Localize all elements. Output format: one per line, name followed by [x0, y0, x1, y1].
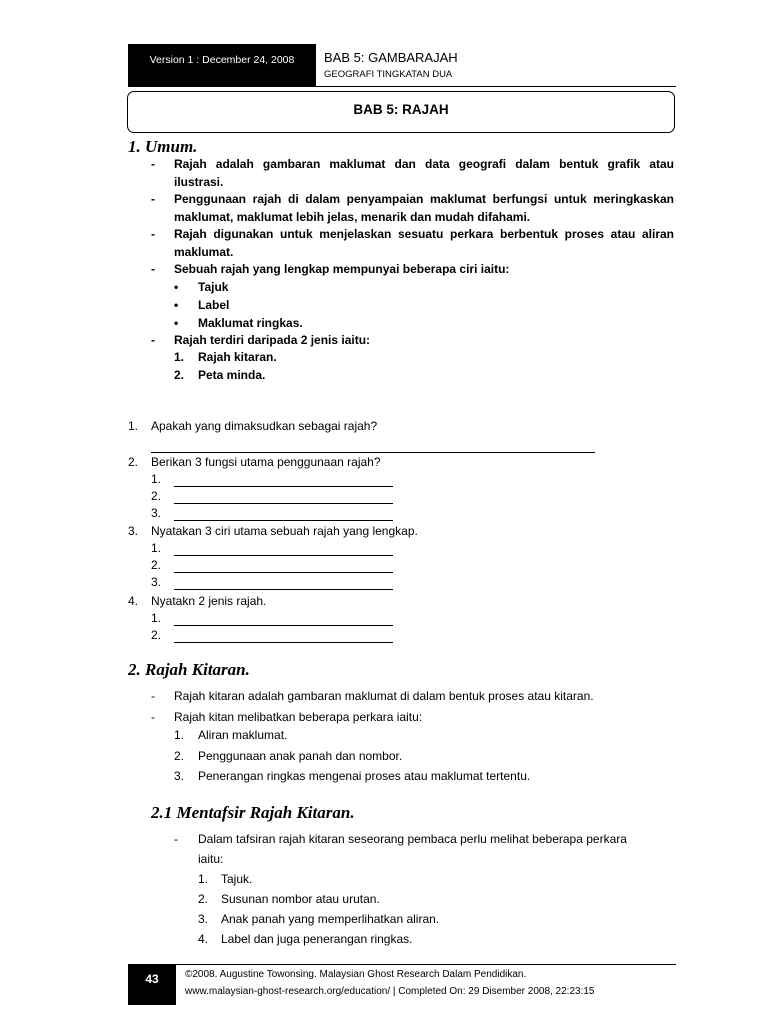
bullet-dot: •	[174, 280, 179, 294]
s1-jenis-intro: Rajah terdiri daripada 2 jenis iaitu:	[174, 333, 371, 347]
s1-bullet-2-line-2: maklumat, maklumat lebih jelas, menarik dan mudah difahami.	[174, 210, 531, 224]
header-subject: GEOGRAFI TINGKATAN DUA	[324, 69, 453, 80]
page-number: 43	[145, 972, 159, 986]
answer-num: 3.	[151, 506, 162, 520]
header-version: Version 1 : December 24, 2008	[149, 54, 295, 66]
s2-item-3: Penerangan ringkas mengenai proses atau maklumat tertentu.	[198, 769, 531, 783]
s2-item-num-3: 3.	[174, 769, 185, 783]
question-2-num: 2.	[128, 455, 139, 469]
answer-line[interactable]	[174, 477, 393, 487]
ciri-item-3: Maklumat ringkas.	[198, 316, 303, 330]
answer-line[interactable]	[174, 563, 393, 573]
answer-num: 3.	[151, 575, 162, 589]
question-1-num: 1.	[128, 419, 139, 433]
s21-bullet-line-1: Dalam tafsiran rajah kitaran seseorang pembaca perlu melihat beberapa perkara	[198, 832, 627, 846]
dash-marker: -	[151, 333, 155, 347]
bullet-dot: •	[174, 298, 179, 312]
header-chapter: BAB 5: GAMBARAJAH	[324, 50, 458, 65]
jenis-item-1: Rajah kitaran.	[198, 350, 277, 364]
answer-num: 2.	[151, 628, 162, 642]
s21-item-num-1: 1.	[198, 872, 209, 886]
s2-item-2: Penggunaan anak panah dan nombor.	[198, 749, 403, 763]
s1-bullet-4: Sebuah rajah yang lengkap mempunyai beberapa ciri iaitu:	[174, 262, 510, 276]
answer-line[interactable]	[174, 616, 393, 626]
s1-bullet-3-line-1: Rajah digunakan untuk menjelaskan sesuatu perkara berbentuk proses atau aliran	[174, 227, 674, 241]
s2-bullet-2: Rajah kitan melibatkan beberapa perkara iaitu:	[174, 710, 423, 724]
question-2-text: Berikan 3 fungsi utama penggunaan rajah?	[151, 455, 381, 469]
dash-marker: -	[151, 689, 155, 703]
jenis-num-2: 2.	[174, 368, 185, 382]
answer-line[interactable]	[174, 580, 393, 590]
answer-num: 2.	[151, 489, 162, 503]
page-title: BAB 5: RAJAH	[353, 102, 449, 117]
s1-bullet-1-line-1: Rajah adalah gambaran maklumat dan data geografi dalam bentuk grafik atau	[174, 157, 674, 171]
s21-item-3: Anak panah yang memperlihatkan aliran.	[221, 912, 440, 926]
question-4-num: 4.	[128, 594, 139, 608]
bullet-dot: •	[174, 316, 179, 330]
footer-url-line[interactable]: www.malaysian-ghost-research.org/education/ | Completed On: 29 Disember 2008, 22:23:15	[185, 986, 595, 997]
answer-num: 1.	[151, 541, 162, 555]
section-1-heading: 1. Umum.	[128, 137, 198, 156]
s21-item-1: Tajuk.	[221, 872, 253, 886]
question-3-text: Nyatakan 3 ciri utama sebuah rajah yang lengkap.	[151, 524, 418, 538]
s21-item-num-4: 4.	[198, 932, 209, 946]
answer-num: 1.	[151, 611, 162, 625]
answer-num: 1.	[151, 472, 162, 486]
question-4-text: Nyatakn 2 jenis rajah.	[151, 594, 267, 608]
s2-bullet-1: Rajah kitaran adalah gambaran maklumat di dalam bentuk proses atau kitaran.	[174, 689, 594, 703]
s21-item-2: Susunan nombor atau urutan.	[221, 892, 380, 906]
s1-bullet-3-line-2: maklumat.	[174, 245, 234, 259]
s1-bullet-1-line-2: ilustrasi.	[174, 175, 224, 189]
s21-bullet-line-2: iaitu:	[198, 852, 224, 866]
header-rule	[128, 86, 676, 87]
s1-bullet-2-line-1: Penggunaan rajah di dalam penyampaian maklumat berfungsi untuk meringkaskan	[174, 192, 674, 206]
jenis-item-2: Peta minda.	[198, 368, 266, 382]
footer-rule	[128, 964, 676, 965]
ciri-item-2: Label	[198, 298, 230, 312]
footer-copyright: ©2008. Augustine Towonsing. Malaysian Ghost Research Dalam Pendidikan.	[185, 969, 527, 980]
s21-item-num-2: 2.	[198, 892, 209, 906]
question-3-num: 3.	[128, 524, 139, 538]
answer-line[interactable]	[174, 633, 393, 643]
section-2-1-heading: 2.1 Mentafsir Rajah Kitaran.	[151, 803, 355, 822]
answer-line[interactable]	[174, 494, 393, 504]
answer-line[interactable]	[174, 511, 393, 521]
dash-marker: -	[151, 710, 155, 724]
s2-item-num-2: 2.	[174, 749, 185, 763]
answer-line[interactable]	[151, 443, 595, 453]
dash-marker: -	[151, 192, 155, 206]
answer-line[interactable]	[174, 546, 393, 556]
s21-item-num-3: 3.	[198, 912, 209, 926]
dash-marker: -	[174, 832, 178, 846]
ciri-item-1: Tajuk	[198, 280, 229, 294]
section-2-heading: 2. Rajah Kitaran.	[128, 660, 250, 679]
answer-num: 2.	[151, 558, 162, 572]
jenis-num-1: 1.	[174, 350, 185, 364]
dash-marker: -	[151, 157, 155, 171]
dash-marker: -	[151, 227, 155, 241]
s21-item-4: Label dan juga penerangan ringkas.	[221, 932, 413, 946]
title-box	[127, 91, 675, 133]
dash-marker: -	[151, 262, 155, 276]
s2-item-1: Aliran maklumat.	[198, 728, 288, 742]
s2-item-num-1: 1.	[174, 728, 185, 742]
question-1-text: Apakah yang dimaksudkan sebagai rajah?	[151, 419, 378, 433]
